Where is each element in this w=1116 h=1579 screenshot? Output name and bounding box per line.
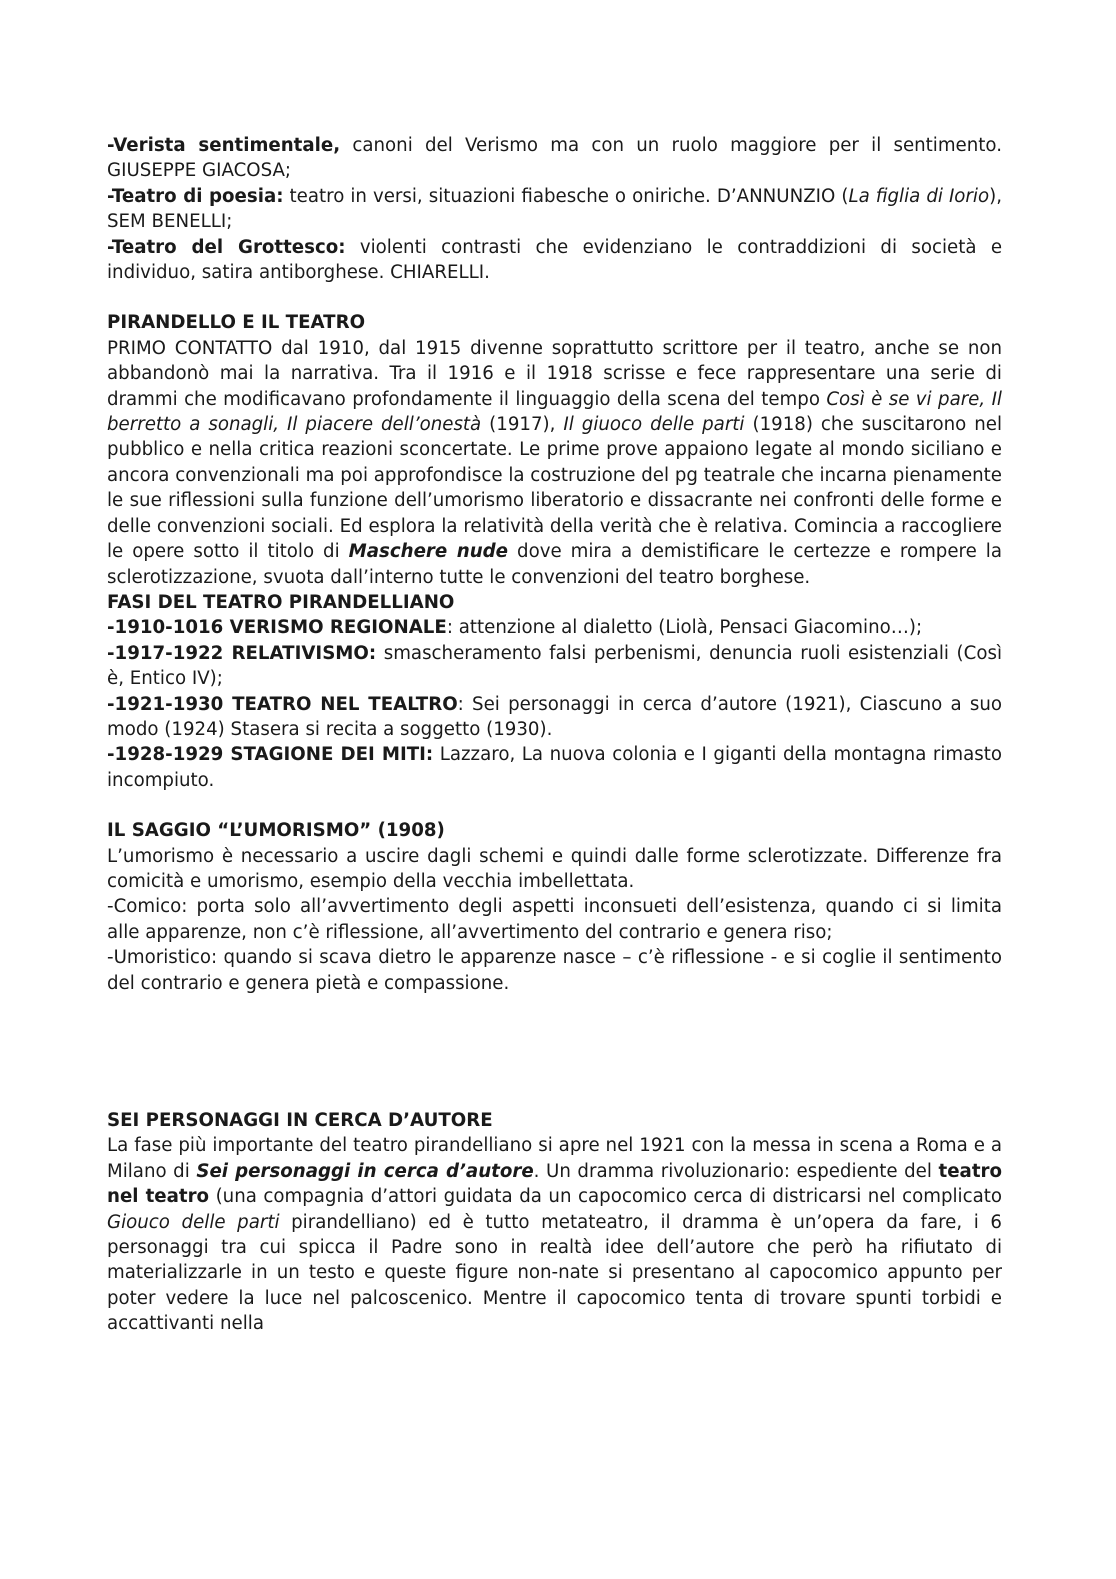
phase-item: -1921-1930 TEATRO NEL TEALTRO: Sei personaggi in cerca d’autore (1921), Ciascuno a suo modo (1924) Stasera si recita a soggetto (1930).: [107, 693, 1002, 740]
work-title: Il giuoco delle parti: [563, 414, 745, 436]
work-title: Giouco delle parti: [107, 1211, 280, 1233]
document-page: [107, 133, 1002, 1337]
umorismo-comico: -Comico: porta solo all’avvertimento degli aspetti inconsueti dell’esistenza, quando ci si limita alle apparenze, non c’è riflessione, all’avvertimento del contrario e genera riso;: [107, 896, 1002, 943]
movement-poesia: -Teatro di poesia: teatro in versi, situazioni fiabesche o oniriche. D’ANNUNZIO (La figlia di Iorio), SEM BENELLI;: [107, 185, 1002, 233]
movement-term: -Teatro di poesia:: [107, 185, 284, 207]
movement-term: -Verista sentimentale,: [107, 135, 341, 156]
sei-personaggi-paragraph: La fase più importante del teatro pirandelliano si apre nel 1921 con la messa in scena a Roma e a Milano di Sei personaggi in cerca d’autore. Un dramma rivoluzionario: espediente del teatro nel teatro (una compagnia d’attori guidata da un capocomico cerca di districarsi nel complicato Giouco delle parti pirandelliano) ed è tutto metateatro, il dramma è un’opera da fare, i 6 personaggi tra cui spicca il Padre sono in realtà idee dell’autore che però ha rifiutato di materializzarle in un testo e queste figure non-nate si presentano al capocomico appunto per poter vedere la luce nel palcoscenico. Mentre il capocomico tenta di trovare spunti torbidi e accattivanti nella: [107, 1135, 1002, 1335]
umorismo-paragraph: L’umorismo è necessario a uscire dagli schemi e quindi dalle forme sclerotizzate. Differenze fra comicità e umorismo, esempio della vecchia imbellettata.: [107, 845, 1002, 892]
pirandello-paragraph: PRIMO CONTATTO dal 1910, dal 1915 divenne soprattutto scrittore per il teatro, anche se non abbandonò mai la narrativa. Tra il 1916 e il 1918 scrisse e fece rappresentare una serie di drammi che modificavano profondamente il linguaggio della scena del tempo Così è se vi pare, Il berretto a sonagli, Il piacere dell’onestà (1917), Il giuoco delle parti (1918) che suscitarono nel pubblico e nella critica reazioni sconcertate. Le prime prove appaiono legate al mondo siciliano e ancora convenzionali ma poi approfondisce la costruzione del pg teatrale che incarna pienamente le sue riflessioni sulla funzione dell’umorismo liberatorio e dissacrante nei confronti delle forme e delle convenzioni sociali. Ed esplora la relatività della verità che è relativa. Comincia a raccogliere le opere sotto il titolo di Maschere nude dove mira a demistificare le certezze e rompere la sclerotizzazione, svuota dall’interno tutte le convenzioni del teatro borghese.: [107, 337, 1003, 588]
section-heading-umorismo: IL SAGGIO “L’UMORISMO” (1908): [107, 820, 445, 842]
phase-item: -1928-1929 STAGIONE DEI MITI: Lazzaro, La nuova colonia e I giganti della montagna rimasto incompiuto.: [107, 744, 1003, 791]
play-title: Sei personaggi in cerca d’autore: [196, 1160, 534, 1182]
collection-title: Maschere nude: [348, 541, 509, 563]
section-heading-pirandello: PIRANDELLO E IL TEATRO: [107, 312, 366, 334]
work-title: La figlia di Iorio: [848, 185, 990, 207]
movement-verista: -Verista sentimentale, canoni del Verismo ma con un ruolo maggiore per il sentimento. GIUSEPPE GIACOSA;: [107, 135, 1002, 182]
umorismo-umoristico: -Umoristico: quando si scava dietro le apparenze nasce – c’è riflessione - e si coglie il sentimento del contrario e genera pietà e compassione.: [107, 947, 1002, 994]
movement-term: -Teatro del Grottesco:: [107, 236, 346, 258]
works-list: Così è se vi pare, Il berretto a sonagli, Il piacere dell’onestà: [107, 388, 1002, 436]
section-heading-sei-personaggi: SEI PERSONAGGI IN CERCA D’AUTORE: [107, 1110, 493, 1131]
movement-grottesco: -Teatro del Grottesco: violenti contrasti che evidenziano le contraddizioni di società e individuo, satira antiborghese. CHIARELLI.: [107, 236, 1003, 284]
bold-term: teatro nel teatro: [107, 1160, 1002, 1208]
phase-item: -1910-1016 VERISMO REGIONALE: attenzione al dialetto (Liolà, Pensaci Giacomino…);: [107, 617, 923, 639]
phase-item: -1917-1922 RELATIVISMO: smascheramento falsi perbenismi, denuncia ruoli esistenziali (Così è, Entico IV);: [107, 642, 1002, 690]
section-heading-phases: FASI DEL TEATRO PIRANDELLIANO: [107, 591, 455, 613]
